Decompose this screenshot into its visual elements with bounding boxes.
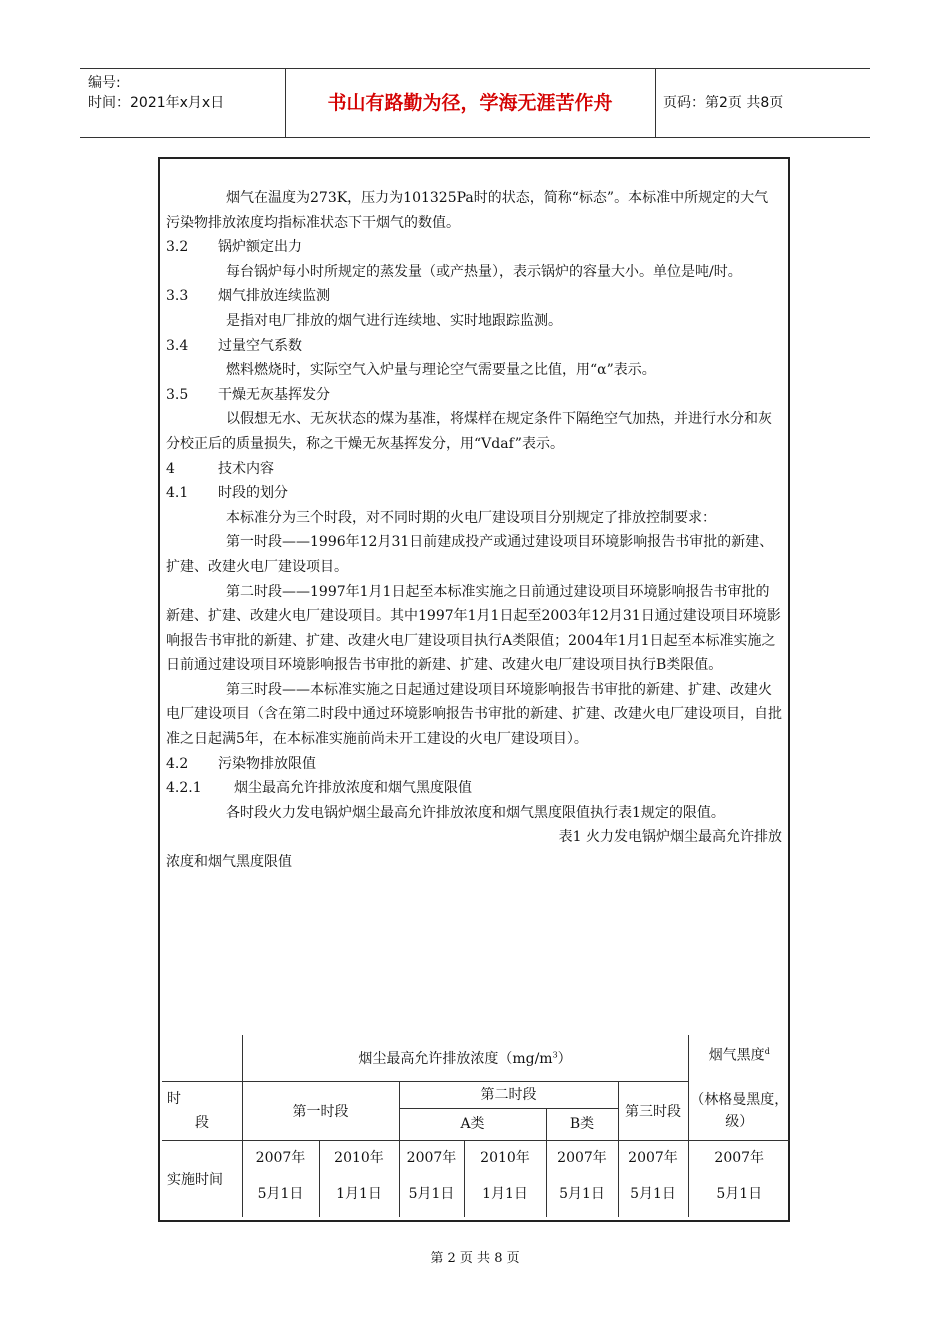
period-label-cell: 时 段 xyxy=(162,1081,242,1140)
section-number: 3.5 xyxy=(166,386,189,403)
date-cell: 2010年 1月1日 xyxy=(464,1140,546,1217)
date-cell: 2007年 5月1日 xyxy=(688,1140,790,1217)
second-period-group xyxy=(399,1081,618,1140)
paragraph: 烟气在温度为273K，压力为101325Pa时的状态，简称“标态”。本标准中所规定的大气污染物排放浓度均指标准状态下干烟气的数值。 xyxy=(166,190,769,231)
table-caption-continued: 浓度和烟气黑度限值 xyxy=(166,854,292,871)
date-cell: 2007年 5月1日 xyxy=(546,1140,618,1217)
section-heading xyxy=(166,776,782,801)
third-period-header: 第三时段 xyxy=(618,1081,688,1140)
paragraph: 以假想无水、无灰状态的煤为基准，将煤样在规定条件下隔绝空气加热，并进行水分和灰分校正后的质量损失，称之干燥无灰基挥发分，用“Vdaf”表示。 xyxy=(166,411,772,452)
header-divider xyxy=(655,69,656,137)
table-caption: 表1 火力发电锅炉烟尘最高允许排放 xyxy=(558,829,782,846)
section-number: 4 xyxy=(166,460,175,477)
class-row xyxy=(400,1109,618,1140)
date-cell: 2007年 5月1日 xyxy=(399,1140,464,1217)
section-title: 锅炉额定出力 xyxy=(218,239,302,256)
section-number: 3.3 xyxy=(166,288,189,305)
section-number: 4.1 xyxy=(166,485,189,502)
paragraph: 第一时段——1996年12月31日前建成投产或通过建设项目环境影响报告书审批的新建、扩建、改建火电厂建设项目。 xyxy=(166,534,774,575)
section-number: 4.2.1 xyxy=(166,780,202,797)
header-meta xyxy=(88,73,278,113)
dust-concentration-header: 烟尘最高允许排放浓度$(mg/m^3)$ xyxy=(242,1035,688,1081)
section-number: 4.2 xyxy=(166,755,189,772)
section-heading xyxy=(166,457,782,482)
section-title: 技术内容 xyxy=(218,460,274,477)
document-body xyxy=(166,186,782,875)
page-header xyxy=(80,68,870,138)
paragraph: 每台锅炉每小时所规定的蒸发量（或产热量），表示锅炉的容量大小。单位是吨/时。 xyxy=(226,263,742,280)
section-heading xyxy=(166,383,782,408)
section-title: 过量空气系数 xyxy=(218,337,302,354)
paragraph: 第三时段——本标准实施之日起通过建设项目环境影响报告书审批的新建、扩建、改建火电厂建设项目（含在第二时段中通过环境影响报告书审批的新建、扩建、改建火电厂建设项目，自批准之日起满5年，在本标准实施前尚未开工建设的火电厂建设项目）。 xyxy=(166,681,782,748)
section-title: 干燥无灰基挥发分 xyxy=(218,386,330,403)
section-heading xyxy=(166,481,782,506)
section-number: 3.2 xyxy=(166,239,189,256)
section-heading xyxy=(166,235,782,260)
first-period-header: 第一时段 xyxy=(242,1081,399,1140)
date-cell: 2010年 1月1日 xyxy=(319,1140,399,1217)
paragraph: 本标准分为三个时段，对不同时期的火电厂建设项目分别规定了排放控制要求： xyxy=(226,509,716,526)
header-page-info: 页码：第2页 共8页 xyxy=(663,95,784,111)
limits-table xyxy=(162,1035,790,1217)
section-heading xyxy=(166,334,782,359)
paragraph: 各时段火力发电锅炉烟尘最高允许排放浓度和烟气黑度限值执行表1规定的限值。 xyxy=(226,804,725,821)
section-title: 污染物排放限值 xyxy=(218,755,316,772)
header-motto: 书山有路勤为径，学海无涯苦作舟 xyxy=(327,92,613,114)
page-footer: 第 2 页 共 8 页 xyxy=(430,1251,520,1266)
smoke-blackness-header: 烟气黑度$^d$ （林格曼黑度，级） xyxy=(688,1035,790,1140)
class-a-header: A类 xyxy=(400,1109,547,1140)
section-title: 烟气排放连续监测 xyxy=(218,288,330,305)
implementation-time-label: 实施时间 xyxy=(162,1140,242,1217)
date-cell: 2007年 5月1日 xyxy=(242,1140,319,1217)
table-corner-cell xyxy=(162,1035,242,1081)
section-heading xyxy=(166,284,782,309)
paragraph: 第二时段——1997年1月1日起至本标准实施之日前通过建设项目环境影响报告书审批的新建、扩建、改建火电厂建设项目。其中1997年1月1日起至2003年12月31日通过建设项目环境影响报告书审批的新建、扩建、改建火电厂建设项目执行A类限值；2004年1月1日起至本标准实施之日前通过建设项目环境影响报告书审批的新建、扩建、改建火电厂建设项目执行B类限值。 xyxy=(166,583,781,674)
paragraph: 是指对电厂排放的烟气进行连续地、实时地跟踪监测。 xyxy=(226,312,562,329)
second-period-header: 第二时段 xyxy=(400,1082,618,1109)
class-b-header: B类 xyxy=(569,1115,595,1132)
section-title: 烟尘最高允许排放浓度和烟气黑度限值 xyxy=(234,780,472,797)
section-number: 3.4 xyxy=(166,337,189,354)
date-cell: 2007年 5月1日 xyxy=(618,1140,688,1217)
section-heading xyxy=(166,752,782,777)
section-title: 时段的划分 xyxy=(218,485,288,502)
paragraph: 燃料燃烧时，实际空气入炉量与理论空气需要量之比值，用“α”表示。 xyxy=(226,362,656,379)
time-label: 时间：2021年x月x日 xyxy=(88,95,225,111)
code-label: 编号: xyxy=(88,75,121,91)
